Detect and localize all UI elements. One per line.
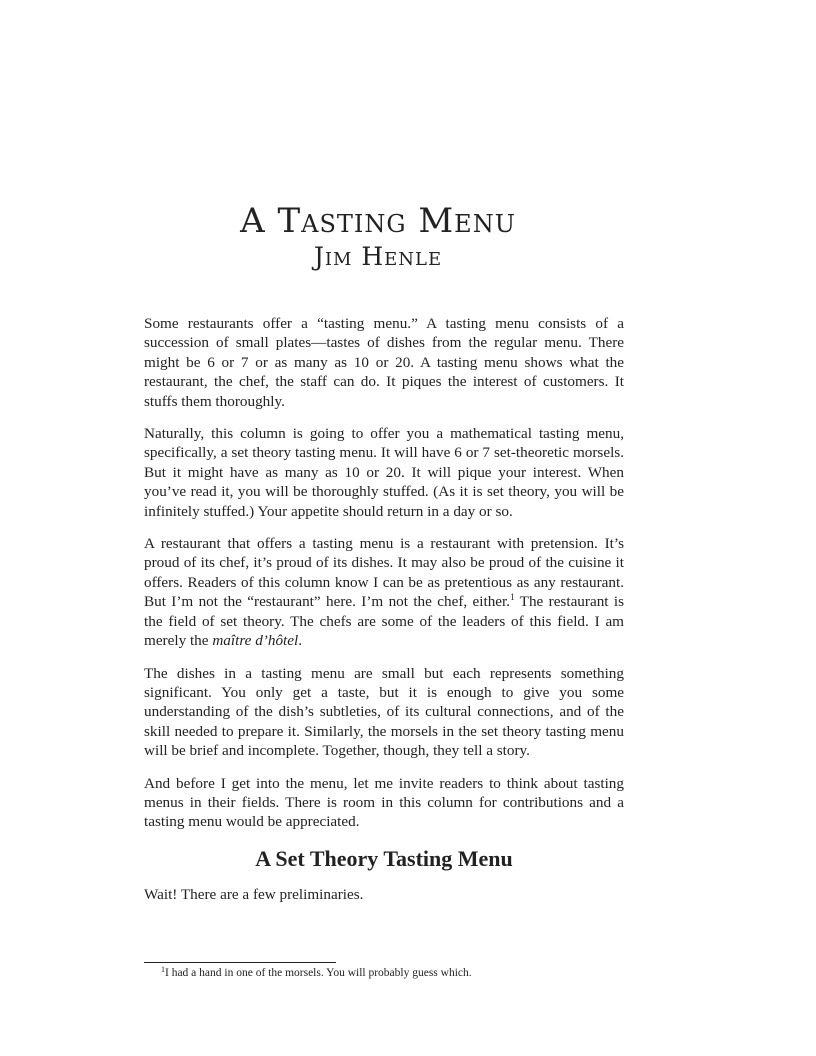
article-body	[144, 314, 624, 917]
paragraph-4: The dishes in a tasting menu are small but each represents something significant. You only get a taste, but it is enough to give you some understanding of the dish’s subtleties, of its cultural connections, and of the skill needed to prepare it. Similarly, the morsels in the set theory tasting menu will be brief and incomplete. Together, though, they tell a story.	[144, 664, 624, 760]
paragraph-6: Wait! There are a few preliminaries.	[144, 885, 364, 903]
footnote-number: 1	[161, 965, 165, 974]
paragraph-5: And before I get into the menu, let me invite readers to think about tasting menus in their fields. There is room in this column for contributions and a tasting menu would be appreciated.	[144, 774, 624, 831]
paragraph-3	[144, 534, 624, 650]
paragraph-3-text-a: A restaurant that offers a tasting menu is a restaurant with pretension. It’s proud of its chef, it’s proud of its dishes. It may also be proud of the cuisine it offers. Readers of this column know I can be as pretentious as any restaurant. But I’m not the “restaurant” here. I’m not the chef, either.	[144, 535, 624, 611]
footnote	[144, 966, 624, 981]
paragraph-3-emphasis: maître d’hôtel	[212, 632, 299, 650]
footnote-marker: 1	[510, 592, 515, 603]
footnote-text: I had a hand in one of the morsels. You will probably guess which.	[165, 967, 472, 979]
section-heading: A Set Theory Tasting Menu	[255, 845, 513, 871]
paragraph-3-text-b: The restaurant is the field of set theory. The chefs are some of the leaders of this field. I am merely the	[144, 593, 624, 650]
article-author: Jim Henle	[313, 242, 443, 271]
article-title: A Tasting Menu	[240, 201, 516, 241]
paragraph-1: Some restaurants offer a “tasting menu.” A tasting menu consists of a succession of small plates—tastes of dishes from the regular menu. There might be 6 or 7 or as many as 10 or 20. A tasting menu shows what the restaurant, the chef, the staff can do. It piques the interest of customers. It stuffs them thoroughly.	[144, 315, 624, 410]
paragraph-3-text-c: .	[298, 632, 303, 650]
paragraph-2: Naturally, this column is going to offer you a mathematical tasting menu, specifically, a set theory tasting menu. It will have 6 or 7 set-theoretic morsels. But it might have as many as 10 or 20. It will pique your interest. When you’ve read it, you will be thoroughly stuffed. (As it is set theory, you will be infinitely stuffed.) Your appetite should return in a day or so.	[144, 425, 624, 520]
footnote-rule	[144, 962, 336, 963]
